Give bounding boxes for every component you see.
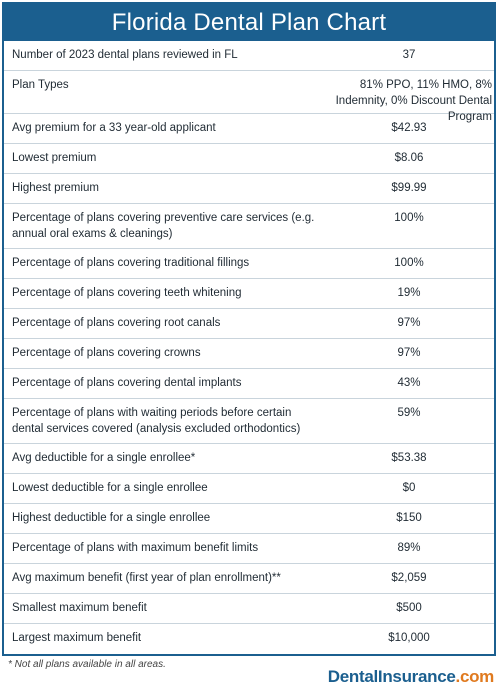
table-row: [4, 474, 494, 504]
row-value: 81% PPO, 11% HMO, 8% Indemnity, 0% Discount Dental Program: [335, 79, 492, 123]
table-row: [4, 339, 494, 369]
row-label: Avg maximum benefit (first year of plan enrollment)**: [12, 572, 281, 584]
row-label: Percentage of plans covering traditional fillings: [12, 257, 250, 269]
table-row: [4, 144, 494, 174]
row-value: 59%: [397, 407, 421, 419]
row-value: 19%: [397, 287, 421, 299]
row-value: $2,059: [391, 572, 427, 584]
brand-domain: .com: [455, 667, 494, 686]
row-label: Percentage of plans covering preventive care services (e.g. annual oral exams & cleanings): [12, 212, 315, 240]
row-label: Percentage of plans with waiting periods before certain dental services covered (analysis excluded orthodontics): [12, 407, 301, 435]
table-row: [4, 249, 494, 279]
row-label: Smallest maximum benefit: [12, 602, 147, 614]
footnote: * Not all plans available in all areas.: [8, 659, 166, 670]
row-value: $150: [396, 512, 422, 524]
table-row: [4, 564, 494, 594]
row-label: Percentage of plans covering teeth whitening: [12, 287, 242, 299]
table-rows: [4, 41, 494, 654]
table-row: [4, 279, 494, 309]
table-row: [4, 444, 494, 474]
row-label: Highest deductible for a single enrollee: [12, 512, 211, 524]
row-value: $42.93: [391, 122, 427, 134]
brand-logo[interactable]: [328, 667, 494, 687]
row-value: $8.06: [394, 152, 424, 164]
row-value: 43%: [397, 377, 421, 389]
row-label: Avg premium for a 33 year-old applicant: [12, 122, 216, 134]
row-label: Lowest premium: [12, 152, 97, 164]
row-label: Avg deductible for a single enrollee*: [12, 452, 196, 464]
dental-plan-table: [2, 2, 496, 656]
row-value: 37: [402, 49, 416, 61]
row-value: $500: [396, 602, 422, 614]
table-row: [4, 534, 494, 564]
row-value: 97%: [397, 347, 421, 359]
row-label: Plan Types: [12, 79, 69, 91]
table-row: [4, 204, 494, 249]
row-value: $10,000: [388, 632, 430, 644]
row-label: Highest premium: [12, 182, 99, 194]
row-value: 100%: [394, 257, 424, 269]
table-row: [4, 309, 494, 339]
table-row: [4, 41, 494, 71]
row-value: 89%: [397, 542, 421, 554]
row-label: Percentage of plans covering root canals: [12, 317, 221, 329]
row-value: $99.99: [391, 182, 427, 194]
row-label: Largest maximum benefit: [12, 632, 142, 644]
table-row: [4, 399, 494, 444]
table-row: [4, 624, 494, 654]
chart-title: Florida Dental Plan Chart: [4, 4, 494, 41]
table-row: [4, 114, 494, 144]
row-value: 100%: [394, 212, 424, 224]
row-value: $53.38: [391, 452, 427, 464]
row-label: Percentage of plans covering crowns: [12, 347, 201, 359]
brand-name: DentalInsurance: [327, 667, 456, 686]
row-label: Lowest deductible for a single enrollee: [12, 482, 208, 494]
row-value: $0: [402, 482, 416, 494]
table-row: [4, 594, 494, 624]
row-label: Number of 2023 dental plans reviewed in FL: [12, 49, 238, 61]
row-value: 97%: [397, 317, 421, 329]
table-row: [4, 71, 494, 123]
table-row: [4, 174, 494, 204]
table-row: [4, 369, 494, 399]
row-label: Percentage of plans covering dental implants: [12, 377, 242, 389]
row-label: Percentage of plans with maximum benefit limits: [12, 542, 259, 554]
table-row: [4, 504, 494, 534]
